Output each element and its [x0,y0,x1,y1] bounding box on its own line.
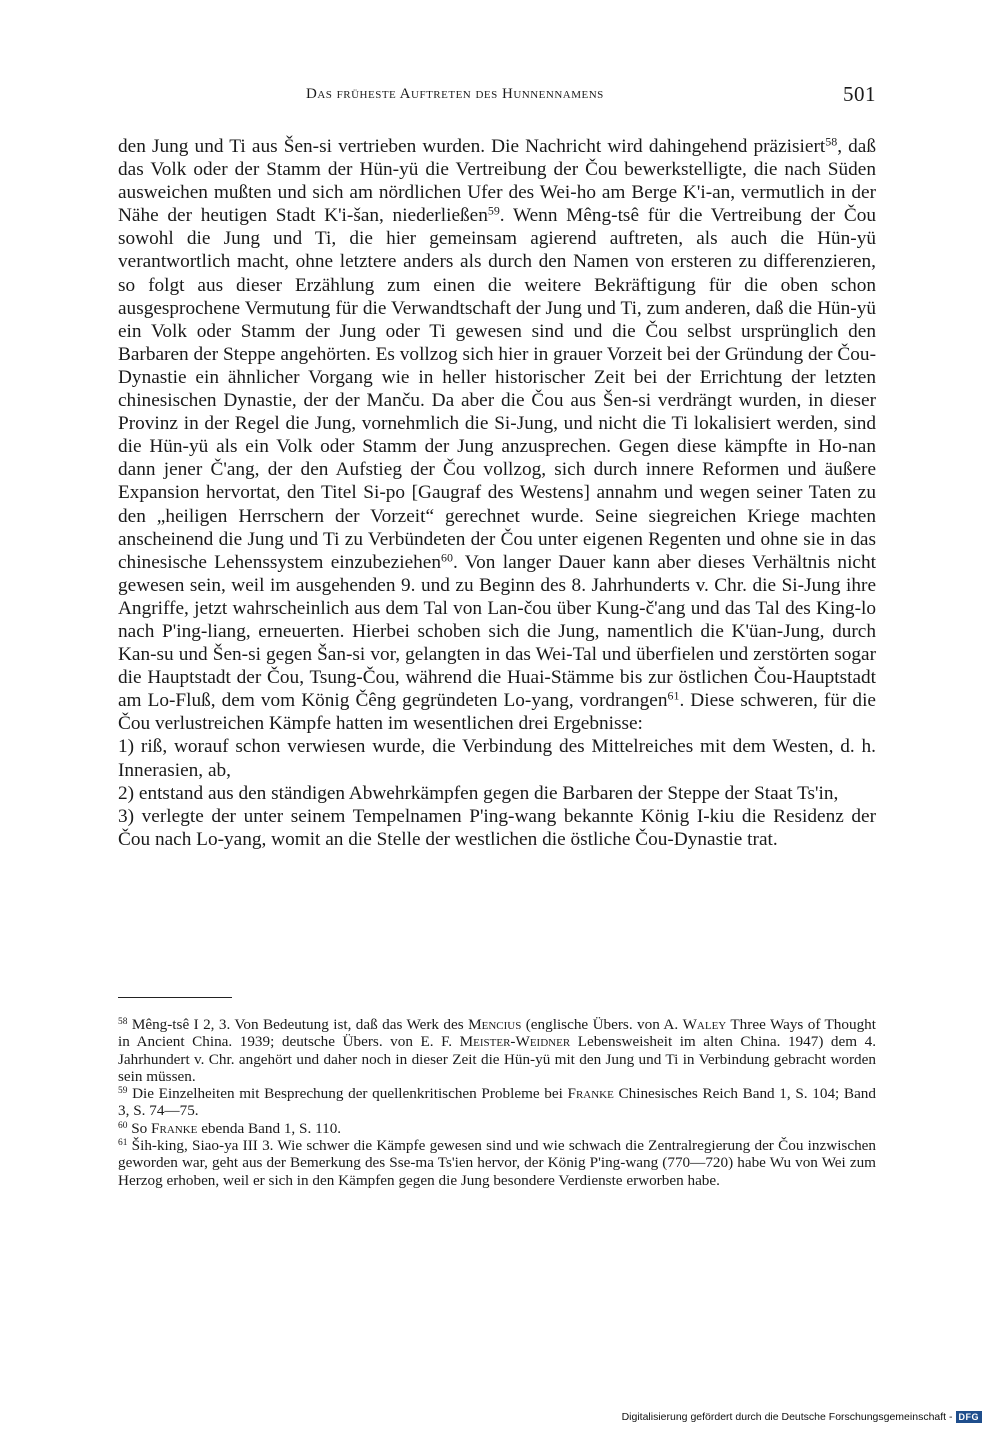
list-item: 3) verlegte der unter seinem Tempelnamen P'ing-wang bekannte König I-kiu die Residenz der Čou nach Lo-yang, womit an die Stelle der westlichen die östliche Čou-Dynastie trat. [118,805,876,850]
credit-text: Digitalisierung gefördert durch die Deutsche Forschungsgemeinschaft - [621,1411,953,1423]
text-run: . Von langer Dauer kann aber dieses Verhältnis nicht gewesen sein, weil im ausgehenden 9. und zu Beginn des 8. Jahrhunderts v. Chr. die Si-Jung ihre Angriffe, jetzt wahrscheinlich aus dem Tal von Lan-čou über Kung-č'ang und das Tal des King-lo nach P'ing-liang, erneuerten. Hierbei schoben sich die Jung, namentlich die K'üan-Jung, durch Kan-su und Šen-si gegen Šan-si vor, gelangten in das Wei-Tal und überfielen und zerstörten sogar die Hauptstadt der Čou, Tsung-Čou, während die Huai-Stämme bis zur östlichen Čou-Hauptstadt am Lo-Fluß, dem vom König Čêng gegründeten Lo-yang, vordrangen [118,551,876,712]
running-head [306,82,876,110]
footnote-number: 61 [118,1137,128,1148]
digitization-credit [622,1410,982,1424]
author-name: Mencius [468,1016,522,1033]
text-run: den Jung und Ti aus Šen-si vertrieben wurden. Die Nachricht wird dahingehend präzisiert [118,136,826,157]
author-name: Waley [682,1016,727,1033]
text-run: So [127,1119,152,1137]
footnote-number: 58 [118,1016,128,1027]
main-text [118,135,876,851]
text-run: , daß das Volk oder der Stamm der Hün-yü die Vertreibung der Čou bewerkstelligte, die nach Süden ausweichen mußten und sich am nördlichen Ufer des Wei-ho am Berge K'i-an, vermutlich in der Nähe der heutigen Stadt K'i-šan, niederließen [118,136,876,227]
text-run: Die Einzelheiten mit Besprechung der quellenkritischen Probleme bei [127,1085,568,1103]
footnote-59 [118,1085,876,1120]
text-run: ebenda Band 1, S. 110. [197,1119,342,1137]
list-item: 1) riß, worauf schon verwiesen wurde, die Verbindung des Mittelreiches mit dem Westen, d. h. Innerasien, ab, [118,736,876,781]
text-run: . Diese schweren, für die Čou verlustreichen Kämpfe hatten im wesentlichen drei Ergebnisse: [118,690,876,735]
footnote-ref-60[interactable]: 60 [440,550,453,565]
footnote-divider [118,997,232,998]
text-run: . Wenn Mêng-tsê für die Vertreibung der Čou sowohl die Jung und Ti, die hier gemeinsam agierend auftreten, als auch die Hün-yü verantwortlich macht, ohne letztere anders als durch den Namen von ersteren zu differenzieren, so folgt aus dieser Erzählung zum einen die weitere Bekräftigung für die oben schon ausgesprochene Vermutung für die Verwandtschaft der Jung und Ti, zum anderen, daß die Hün-yü ein Volk oder Stamm der Jung oder Ti gewesen sind und die Čou selbst ursprünglich den Barbaren der Steppe angehörten. Es vollzog sich hier in grauer Vorzeit bei der Gründung der Čou-Dynastie ein ähnlicher Vorgang wie in heller historischer Zeit bei der Errichtung der letzten chinesischen Dynastie, der der Manču. Da aber die Čou aus Šen-si verdrängt wurden, in dieser Provinz in der Regel die Jung, vornehmlich die Si-Jung, und nicht die Ti lokalisiert werden, sind die Hün-yü als ein Volk oder Stamm der Jung anzusprechen. Gegen diese kämpfte in Ho-nan dann jener Č'ang, der den Aufstieg der Čou vollzog, sich durch innere Reformen und äußere Expansion hervortat, den Titel Si-po [Gaugraf des Westens] annahm und wegen seiner Taten zu den „heiligen Herrschern der Vorzeit“ gerechnet wurde. Seine siegreichen Kriege machten anscheinend die Jung und Ti zu Verbündeten der Čou unter eigenen Regenten und ohne sie in das chinesische Lehenssystem einzubeziehen [118,205,876,573]
author-name: Meister-Weidner [459,1033,571,1051]
text-run: Chinesisches Reich Band 1, S. 104; Band 3, S. 74—75. [118,1085,876,1120]
footnote-number: 60 [118,1120,128,1131]
paragraph [118,135,876,735]
running-head-title: Das früheste Auftreten des Hunnennamens [306,86,604,102]
text-run: Mêng-tsê I 2, 3. Von Bedeutung ist, daß das Werk des [127,1016,469,1033]
page-number: 501 [843,82,876,106]
text-run: Lebensweisheit im alten China. 1947) dem 4. Jahrhundert v. Chr. angehört und daher noch in dieser Zeit die Hün-yü mit den Jung und Ti in Verbindung gebracht worden sein müssen. [118,1033,876,1085]
footnotes [118,1016,876,1189]
author-name: Franke [151,1119,198,1137]
footnote-ref-58[interactable]: 58 [825,134,838,149]
text-run: (englische Übers. von A. [521,1016,683,1033]
footnote-ref-59[interactable]: 59 [487,203,500,218]
footnote-ref-61[interactable]: 61 [667,688,680,703]
dfg-logo-icon: DFG [956,1411,983,1423]
footnote-60 [118,1120,876,1137]
footnote-58 [118,1016,876,1085]
footnote-61 [118,1137,876,1189]
text-run: Ših-king, Siao-ya III 3. Wie schwer die Kämpfe gewesen sind und wie schwach die Zentralregierung der Čou inzwischen geworden war, geht aus der Bemerkung des Sse-ma Ts'ien hervor, der König P'ing-wang (770—720) habe Wu von Wei zum Herzog erhoben, weil er sich in den Kämpfen gegen die Jung besondere Verdienste erworben habe. [118,1137,876,1189]
list-item: 2) entstand aus den ständigen Abwehrkämpfen gegen die Barbaren der Steppe der Staat Ts'in, [118,782,839,804]
text-run: Three Ways of Thought in Ancient China. 1939; deutsche Übers. von E. F. [118,1016,876,1051]
author-name: Franke [567,1085,614,1103]
footnote-number: 59 [118,1086,128,1097]
